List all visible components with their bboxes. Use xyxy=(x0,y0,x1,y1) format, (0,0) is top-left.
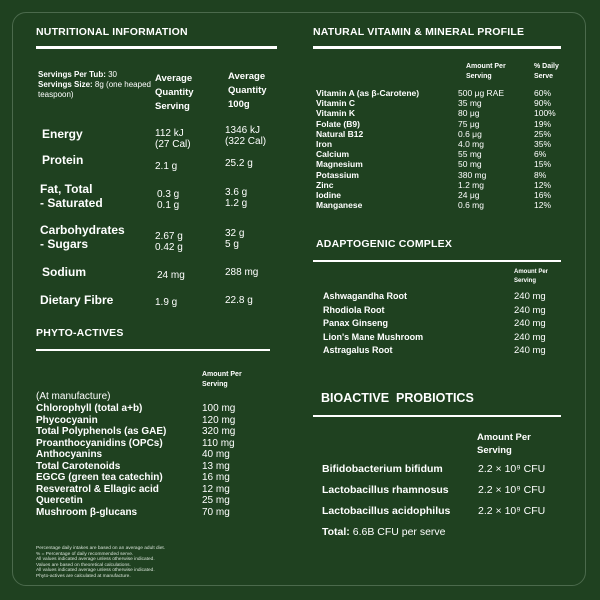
vitamin-item-amount: 0.6 μg xyxy=(458,128,482,139)
phyto-item-amount: 13 mg xyxy=(202,460,230,472)
serving-size-value: 8g (one heaped teaspoon) xyxy=(38,80,151,99)
probiotic-item-amount: 2.2 × 10⁹ CFU xyxy=(478,463,546,475)
phyto-item-amount: 320 mg xyxy=(202,426,236,437)
sodium-serving: 24 mg xyxy=(157,270,185,281)
probiotics-total-label: Total: xyxy=(322,526,350,538)
vitamin-item-daily: 90% xyxy=(534,98,552,109)
phyto-item-name: EGCG (green tea catechin) xyxy=(36,472,163,483)
vitamin-item-name: Magnesium xyxy=(316,159,363,170)
vitamin-item-daily: 100% xyxy=(534,108,556,119)
fat-saturated-serving: 0.1 g xyxy=(157,200,180,211)
phyto-item-amount: 16 mg xyxy=(202,472,230,483)
vitamin-item-daily: 60% xyxy=(534,88,552,98)
footnote-line: Values are based on theoretical calculations. xyxy=(36,562,131,568)
vitamin-item-amount: 1.2 mg xyxy=(458,179,484,190)
fat-total-label: Fat, Total xyxy=(40,182,93,196)
nutrient-label-fat xyxy=(40,182,103,210)
phyto-rule xyxy=(36,349,270,351)
vitamins-rule xyxy=(313,46,561,49)
energy-serving-cal: (27 Cal) xyxy=(155,139,191,150)
probiotics-total-value: 6.6B CFU per serve xyxy=(352,526,446,538)
fat-100g xyxy=(225,187,247,209)
phyto-item-amount: 12 mg xyxy=(202,483,230,495)
sodium-100g: 288 mg xyxy=(225,267,259,278)
vitamin-item-name: Calcium xyxy=(316,149,350,160)
vitamin-item-amount: 380 mg xyxy=(458,169,487,180)
phyto-note: (At manufacture) xyxy=(36,391,111,402)
footnotes xyxy=(36,546,236,580)
fat-serving xyxy=(157,189,179,211)
nutrient-label-carbohydrates xyxy=(40,223,125,251)
adaptogen-item-name: Ashwagandha Root xyxy=(323,291,408,301)
probiotics-col-header: Amount Per Serving xyxy=(477,432,531,456)
sugars-label: - Sugars xyxy=(40,237,89,251)
adaptogen-item-name: Lion's Mane Mushroom xyxy=(323,331,424,342)
energy-100g-kj: 1346 kJ xyxy=(225,125,261,136)
phyto-item-name: Quercetin xyxy=(36,495,83,506)
phyto-item-amount: 110 mg xyxy=(202,437,235,449)
vitamin-item-name: Vitamin C xyxy=(316,98,356,109)
vitamins-col-daily: % Daily Serve xyxy=(534,63,559,80)
vitamin-item-daily: 12% xyxy=(534,179,552,190)
adaptogen-item-amount: 240 mg xyxy=(514,331,546,343)
probiotic-item-amount: 2.2 × 10⁹ CFU xyxy=(478,505,546,517)
energy-serving-kj: 112 kJ xyxy=(155,128,184,139)
nutrient-label-protein: Protein xyxy=(42,153,84,167)
col-header-serving: Average Quantity Serving xyxy=(155,73,194,112)
nutrient-label-sodium: Sodium xyxy=(42,265,86,279)
phyto-item-name: Total Polyphenols (as GAE) xyxy=(36,426,167,437)
vitamin-item-name: Folate (B9) xyxy=(316,118,360,129)
phyto-item-amount: 70 mg xyxy=(202,506,230,518)
footnote-line: Percentage daily intakes are based on an average adult diet. xyxy=(36,546,166,551)
footnote-line: % = Percentage of daily recommended serve. xyxy=(36,551,134,557)
nutrient-energy-serving xyxy=(155,128,191,150)
vitamin-item-amount: 4.0 mg xyxy=(458,139,484,149)
probiotic-item-amount: 2.2 × 10⁹ CFU xyxy=(478,484,546,496)
adaptogen-item-amount: 240 mg xyxy=(514,291,546,302)
vitamin-item-amount: 75 μg xyxy=(458,118,480,129)
adaptogen-item-amount: 240 mg xyxy=(514,318,546,329)
vitamin-item-name: Iron xyxy=(316,139,333,149)
vitamin-item-name: Potassium xyxy=(316,169,359,180)
adaptogenic-title: ADAPTOGENIC COMPLEX xyxy=(316,238,453,250)
vitamin-item-amount: 0.6 mg xyxy=(458,200,484,211)
vitamins-col-amount: Amount Per Serving xyxy=(466,63,506,80)
vitamin-item-name: Vitamin A (as β-Carotene) xyxy=(316,88,420,98)
probiotics-title: BIOACTIVE PROBIOTICS xyxy=(321,391,474,405)
nutrition-title: NUTRITIONAL INFORMATION xyxy=(36,26,188,38)
servings-per-tub-label: Servings Per Tub: xyxy=(38,70,106,79)
footnote-line: All values indicated average unless otherwise indicated. xyxy=(36,568,155,574)
vitamins-title: NATURAL VITAMIN & MINERAL PROFILE xyxy=(313,26,525,38)
col-header-100g: Average Quantity 100g xyxy=(228,71,267,110)
vitamin-item-name: Vitamin K xyxy=(316,108,356,119)
serving-size-label: Servings Size: xyxy=(38,80,93,89)
sugars-serving: 0.42 g xyxy=(155,242,183,253)
vitamin-item-daily: 15% xyxy=(534,159,552,170)
probiotic-item-name: Lactobacillus rhamnosus xyxy=(322,484,449,496)
vitamin-item-amount: 24 μg xyxy=(458,190,480,200)
vitamin-item-amount: 80 μg xyxy=(458,108,480,119)
phyto-item-name: Proanthocyanidins (OPCs) xyxy=(36,437,163,449)
vitamin-item-daily: 8% xyxy=(534,169,547,180)
carbohydrates-label: Carbohydrates xyxy=(40,223,125,237)
footnote-line: Phyto-actives are calculated at manufacture. xyxy=(36,573,131,579)
protein-serving: 2.1 g xyxy=(155,161,178,172)
probiotics-total xyxy=(322,526,446,538)
adaptogenic-col-header: Amount Per Serving xyxy=(514,269,549,284)
vitamin-item-daily: 6% xyxy=(534,149,547,160)
probiotic-item-name: Bifidobacterium bifidum xyxy=(322,463,443,475)
adaptogen-item-name: Panax Ginseng xyxy=(323,318,389,328)
sugars-100g: 5 g xyxy=(225,239,239,250)
vitamin-item-daily: 35% xyxy=(534,139,552,149)
phyto-item-amount: 25 mg xyxy=(202,495,230,506)
vitamin-item-name: Zinc xyxy=(316,179,334,190)
phyto-col-header: Amount Per Serving xyxy=(202,371,242,388)
carbs-100g xyxy=(225,228,244,250)
nutrient-label-energy: Energy xyxy=(42,127,83,141)
vitamin-item-amount: 55 mg xyxy=(458,149,482,160)
fat-total-100g: 3.6 g xyxy=(225,187,248,198)
vitamin-item-name: Manganese xyxy=(316,200,363,211)
phyto-item-name: Mushroom β-glucans xyxy=(36,506,138,518)
vitamin-item-amount: 50 mg xyxy=(458,159,482,170)
phyto-item-name: Anthocyanins xyxy=(36,449,103,460)
phyto-item-amount: 40 mg xyxy=(202,449,230,460)
vitamin-item-daily: 19% xyxy=(534,118,552,129)
vitamin-item-name: Iodine xyxy=(316,190,342,200)
phyto-title: PHYTO-ACTIVES xyxy=(36,327,124,339)
vitamin-item-name: Natural B12 xyxy=(316,128,364,139)
nutrient-energy-100g xyxy=(225,125,266,147)
adaptogen-item-amount: 240 mg xyxy=(514,345,546,356)
phyto-item-amount: 120 mg xyxy=(202,414,236,426)
adaptogen-item-name: Astragalus Root xyxy=(323,345,393,355)
probiotics-rule xyxy=(313,415,561,417)
servings-per-tub-value: 30 xyxy=(108,70,118,79)
phyto-item-name: Phycocyanin xyxy=(36,414,98,426)
adaptogen-item-name: Rhodiola Root xyxy=(323,304,385,315)
phyto-item-name: Chlorophyll (total a+b) xyxy=(36,403,143,414)
phyto-item-name: Resveratrol & Ellagic acid xyxy=(36,483,159,495)
nutrient-label-fibre: Dietary Fibre xyxy=(40,293,114,307)
footnote-line: All values indicated average unless otherwise indicated. xyxy=(36,557,155,563)
fat-total-serving: 0.3 g xyxy=(157,189,180,200)
carbs-serving xyxy=(155,231,183,253)
vitamin-item-daily: 12% xyxy=(534,200,552,211)
phyto-item-name: Total Carotenoids xyxy=(36,460,121,472)
adaptogenic-rule xyxy=(313,260,561,262)
phyto-item-amount: 100 mg xyxy=(202,403,236,414)
protein-100g: 25.2 g xyxy=(225,158,253,169)
adaptogen-item-amount: 240 mg xyxy=(514,304,546,316)
servings-info xyxy=(38,70,152,100)
fat-saturated-label: - Saturated xyxy=(40,196,103,210)
vitamin-item-daily: 16% xyxy=(534,190,552,200)
vitamin-item-daily: 25% xyxy=(534,128,552,139)
carbohydrates-serving: 2.67 g xyxy=(155,231,183,242)
probiotic-item-name: Lactobacillus acidophilus xyxy=(322,505,451,517)
fibre-serving: 1.9 g xyxy=(155,297,178,308)
energy-100g-cal: (322 Cal) xyxy=(225,136,267,147)
vitamin-item-amount: 35 mg xyxy=(458,98,482,109)
vitamin-item-amount: 500 μg RAE xyxy=(458,88,505,98)
carbohydrates-100g: 32 g xyxy=(225,228,245,239)
fibre-100g: 22.8 g xyxy=(225,295,253,306)
nutrition-rule xyxy=(36,46,277,49)
fat-saturated-100g: 1.2 g xyxy=(225,198,248,209)
